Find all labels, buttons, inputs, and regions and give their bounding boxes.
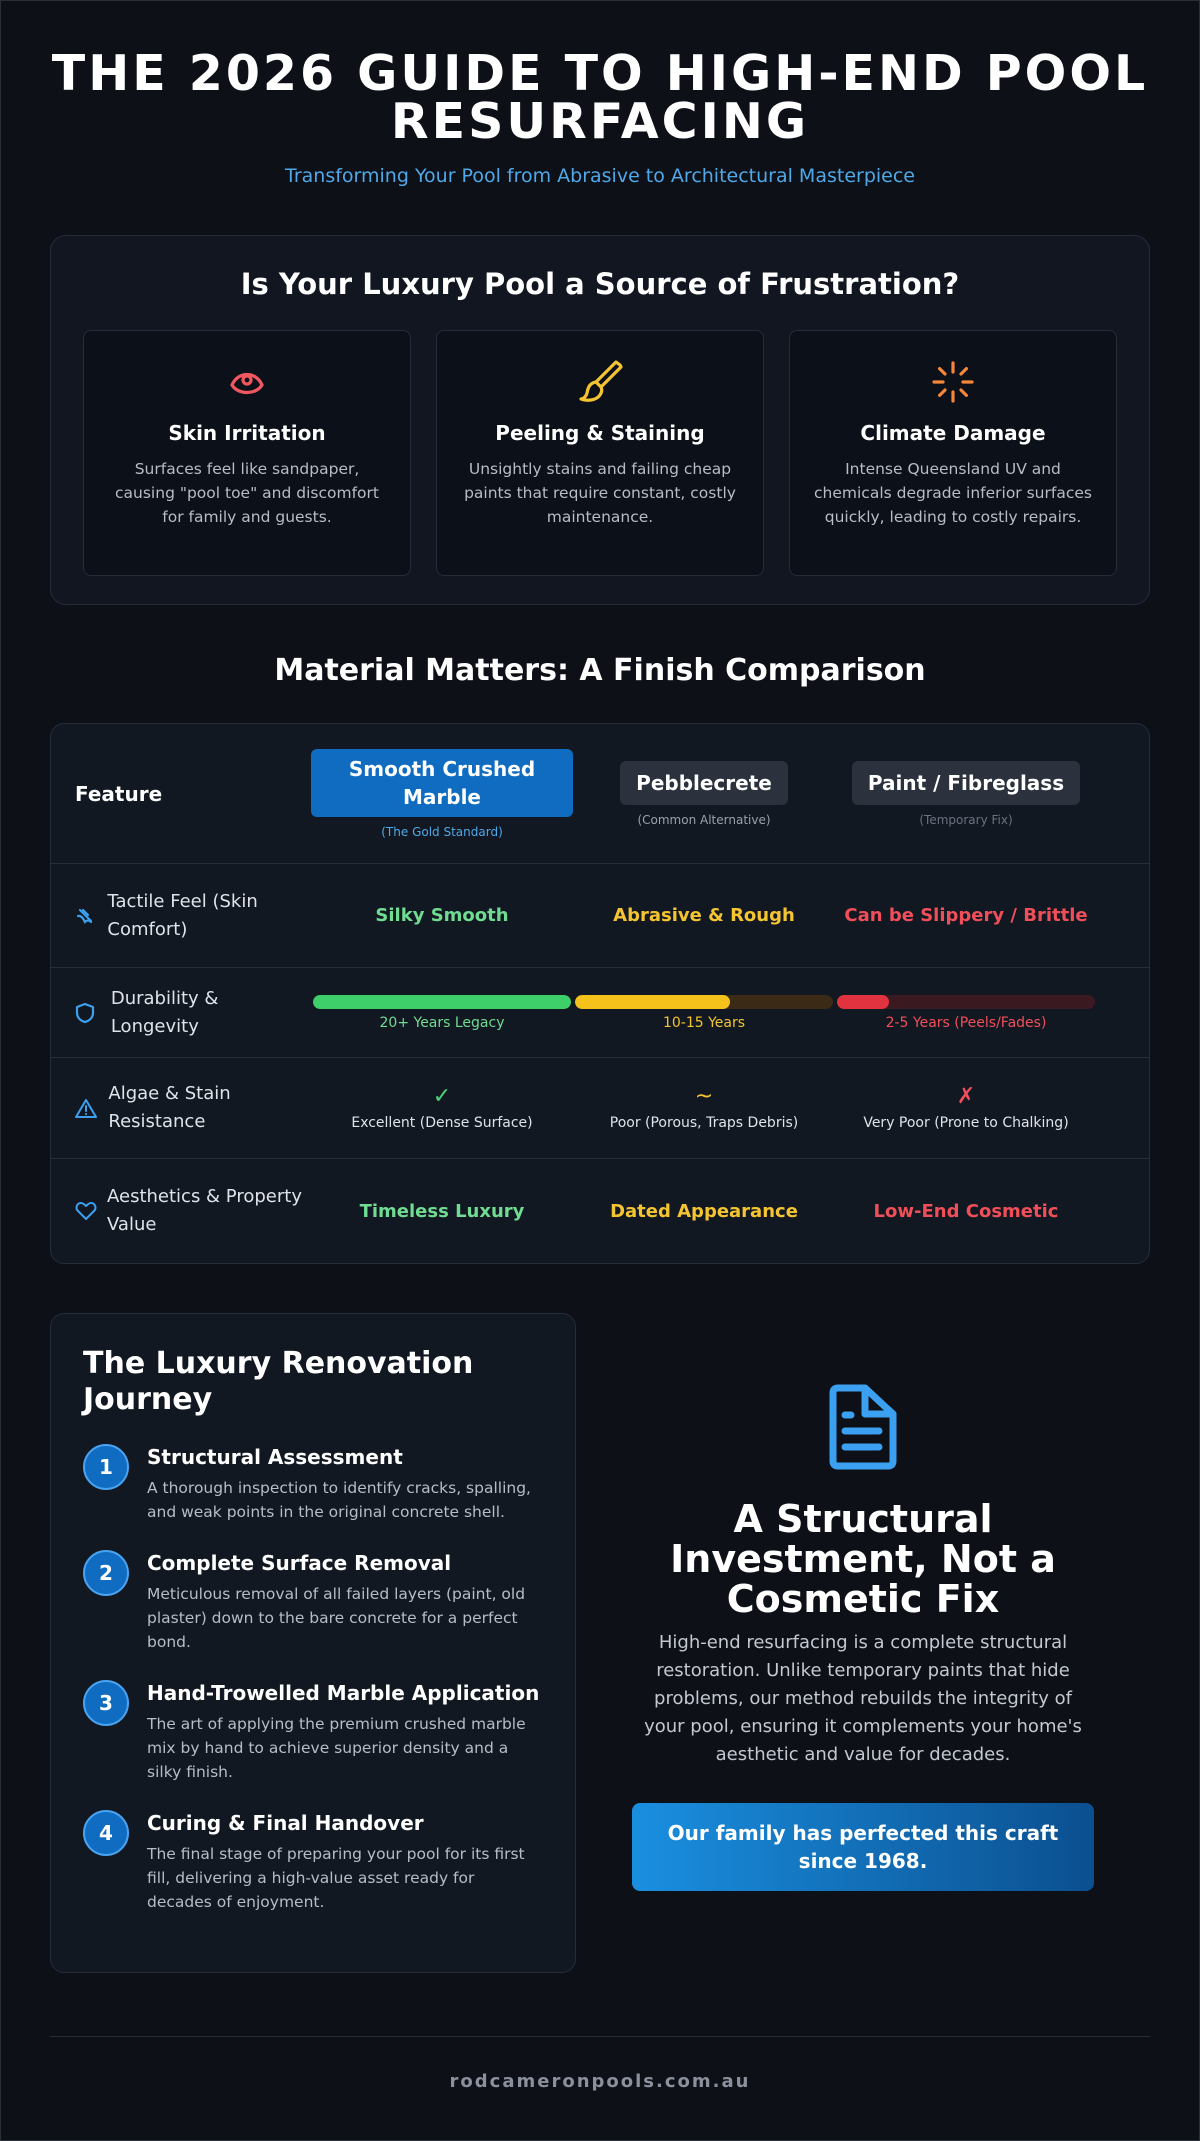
investment-title: A Structural Investment, Not a Cosmetic Fix <box>670 1497 1056 1621</box>
value-pebblecrete: Dated Appearance <box>610 1200 798 1222</box>
step-text: The art of applying the premium crushed marble mix by hand to achieve superior density and a silky finish. <box>147 1715 526 1781</box>
step-title: Complete Surface Removal <box>147 1551 452 1575</box>
cta-banner[interactable]: Our family has perfected this craft since 1968. <box>632 1803 1094 1891</box>
step-number: 3 <box>83 1680 129 1726</box>
step-number: 4 <box>83 1810 129 1856</box>
feature-label: Tactile Feel (Skin Comfort) <box>107 890 258 940</box>
footer-site[interactable]: rodcameronpools.com.au <box>449 2071 751 2092</box>
problem-card-text: Surfaces feel like sandpaper, causing "pool toe" and discomfort for family and guests. <box>115 460 379 526</box>
durability-bar <box>313 995 571 1009</box>
feature-label: Aesthetics & Property Value <box>107 1186 302 1235</box>
material-label-pebblecrete: Pebblecrete <box>620 761 788 805</box>
step-title: Structural Assessment <box>147 1445 403 1469</box>
page-title: THE 2026 GUIDE TO HIGH-END POOL RESURFACING <box>51 45 1149 150</box>
problem-card-text: Intense Queensland UV and chemicals degrade inferior surfaces quickly, leading to costly repairs. <box>814 460 1092 526</box>
feature-label: Durability & Longevity <box>110 987 219 1037</box>
step-text: Meticulous removal of all failed layers (paint, old plaster) down to the bare concrete for a perfect bond. <box>147 1585 526 1651</box>
feature-label: Algae & Stain Resistance <box>108 1083 231 1132</box>
step-text: The final stage of preparing your pool for its first fill, delivering a high-value asset ready for decades of enjoyment. <box>147 1845 525 1911</box>
material-label-paint: Paint / Fibreglass <box>852 761 1080 805</box>
step-title: Curing & Final Handover <box>147 1811 424 1835</box>
value-marble: Timeless Luxury <box>359 1200 525 1222</box>
material-note-paint: (Temporary Fix) <box>919 812 1013 827</box>
problem-card-text: Unsightly stains and failing cheap paints that require constant, costly maintenance. <box>464 460 736 526</box>
value-marble: Silky Smooth <box>375 905 509 926</box>
step-number: 2 <box>83 1550 129 1596</box>
durability-label: 10-15 Years <box>662 1014 746 1031</box>
check-icon: ✓ <box>432 1084 452 1109</box>
investment-text: High-end resurfacing is a complete structural restoration. Unlike temporary paints that hide problems, our method rebuilds the integrity of your pool, ensuring it complements your home's aesthetic and value for decades. <box>644 1632 1082 1765</box>
material-label-marble: Smooth Crushed Marble <box>311 749 573 817</box>
step-number: 1 <box>83 1444 129 1490</box>
durability-bar <box>837 995 1095 1009</box>
durability-bar <box>575 995 833 1009</box>
material-note-pebblecrete: (Common Alternative) <box>637 812 771 827</box>
durability-label: 20+ Years Legacy <box>379 1014 505 1031</box>
problem-card-title: Peeling & Staining <box>495 421 705 445</box>
page-subtitle: Transforming Your Pool from Abrasive to Architectural Masterpiece <box>285 165 915 187</box>
problem-card-title: Skin Irritation <box>168 421 326 445</box>
durability-label: 2-5 Years (Peels/Fades) <box>885 1014 1047 1031</box>
comparison-title: Material Matters: A Finish Comparison <box>274 653 926 688</box>
value-paint: Low-End Cosmetic <box>873 1200 1059 1222</box>
problem-card-title: Climate Damage <box>860 421 1046 445</box>
algae-text: Poor (Porous, Traps Debris) <box>609 1115 799 1131</box>
journey-title: The Luxury Renovation Journey <box>83 1346 474 1417</box>
value-paint: Can be Slippery / Brittle <box>844 905 1088 926</box>
cross-icon: ✗ <box>956 1084 976 1109</box>
algae-text: Very Poor (Prone to Chalking) <box>863 1115 1069 1131</box>
problem-title: Is Your Luxury Pool a Source of Frustration? <box>240 267 960 301</box>
value-pebblecrete: Abrasive & Rough <box>613 905 795 926</box>
step-text: A thorough inspection to identify cracks, spalling, and weak points in the original concrete shell. <box>147 1479 531 1521</box>
algae-text: Excellent (Dense Surface) <box>351 1115 533 1131</box>
material-note-marble: (The Gold Standard) <box>381 824 503 839</box>
tilde-icon: ~ <box>694 1084 714 1109</box>
feature-header: Feature <box>75 781 163 806</box>
step-title: Hand-Trowelled Marble Application <box>147 1681 540 1705</box>
